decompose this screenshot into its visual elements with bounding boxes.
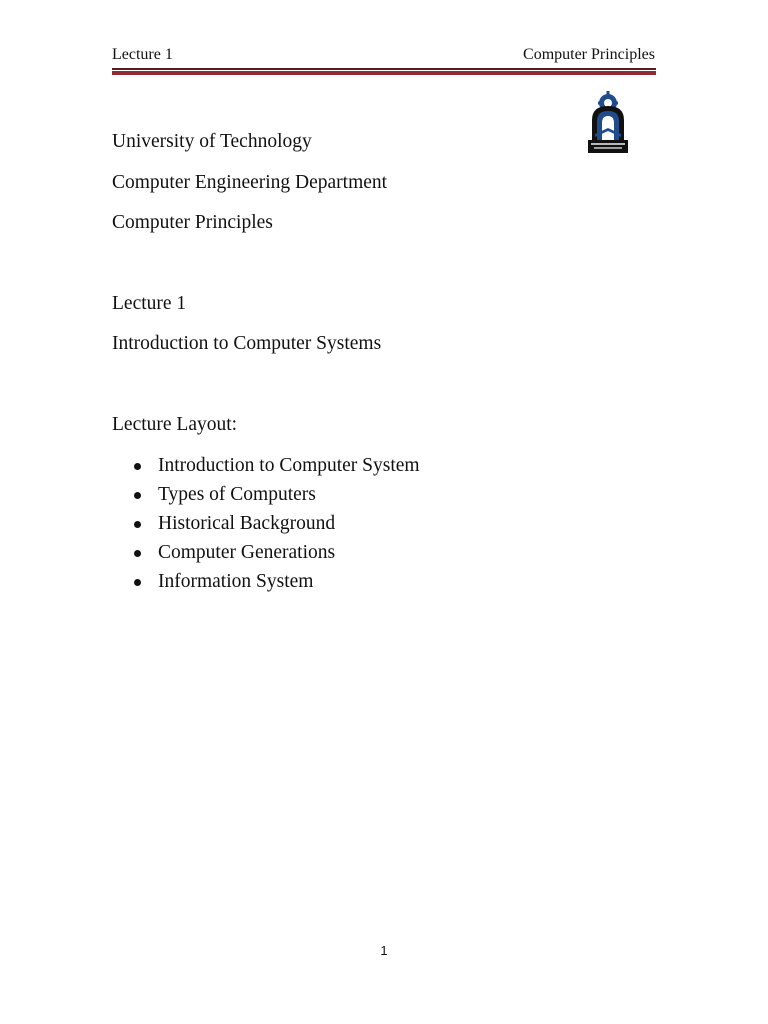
list-item bbox=[112, 571, 420, 600]
lecture-topic: Introduction to Computer Systems bbox=[112, 333, 382, 354]
list-item-text: Types of Computers bbox=[158, 484, 316, 505]
list-item bbox=[112, 455, 420, 484]
layout-heading: Lecture Layout: bbox=[112, 414, 238, 435]
list-item-text: Computer Generations bbox=[158, 542, 336, 563]
header-rule-thick bbox=[112, 71, 656, 75]
page-number: 1 bbox=[380, 943, 388, 958]
page-header bbox=[112, 46, 655, 68]
bullet-icon bbox=[134, 463, 141, 470]
lecture-number: Lecture 1 bbox=[112, 293, 187, 314]
department-name: Computer Engineering Department bbox=[112, 172, 388, 193]
list-item bbox=[112, 484, 420, 513]
list-item-text: Historical Background bbox=[158, 513, 336, 534]
list-item bbox=[112, 542, 420, 571]
list-item-text: Introduction to Computer System bbox=[158, 455, 420, 476]
header-course-title: Computer Principles bbox=[523, 46, 655, 63]
course-name: Computer Principles bbox=[112, 212, 273, 233]
bullet-icon bbox=[134, 579, 141, 586]
university-name: University of Technology bbox=[112, 131, 312, 152]
list-item bbox=[112, 513, 420, 542]
bullet-icon bbox=[134, 550, 141, 557]
lecture-layout-list bbox=[112, 455, 420, 600]
header-rule-thin bbox=[112, 68, 656, 70]
university-seal-icon bbox=[586, 90, 630, 156]
bullet-icon bbox=[134, 521, 141, 528]
bullet-icon bbox=[134, 492, 141, 499]
header-lecture-label: Lecture 1 bbox=[112, 46, 173, 63]
list-item-text: Information System bbox=[158, 571, 314, 592]
